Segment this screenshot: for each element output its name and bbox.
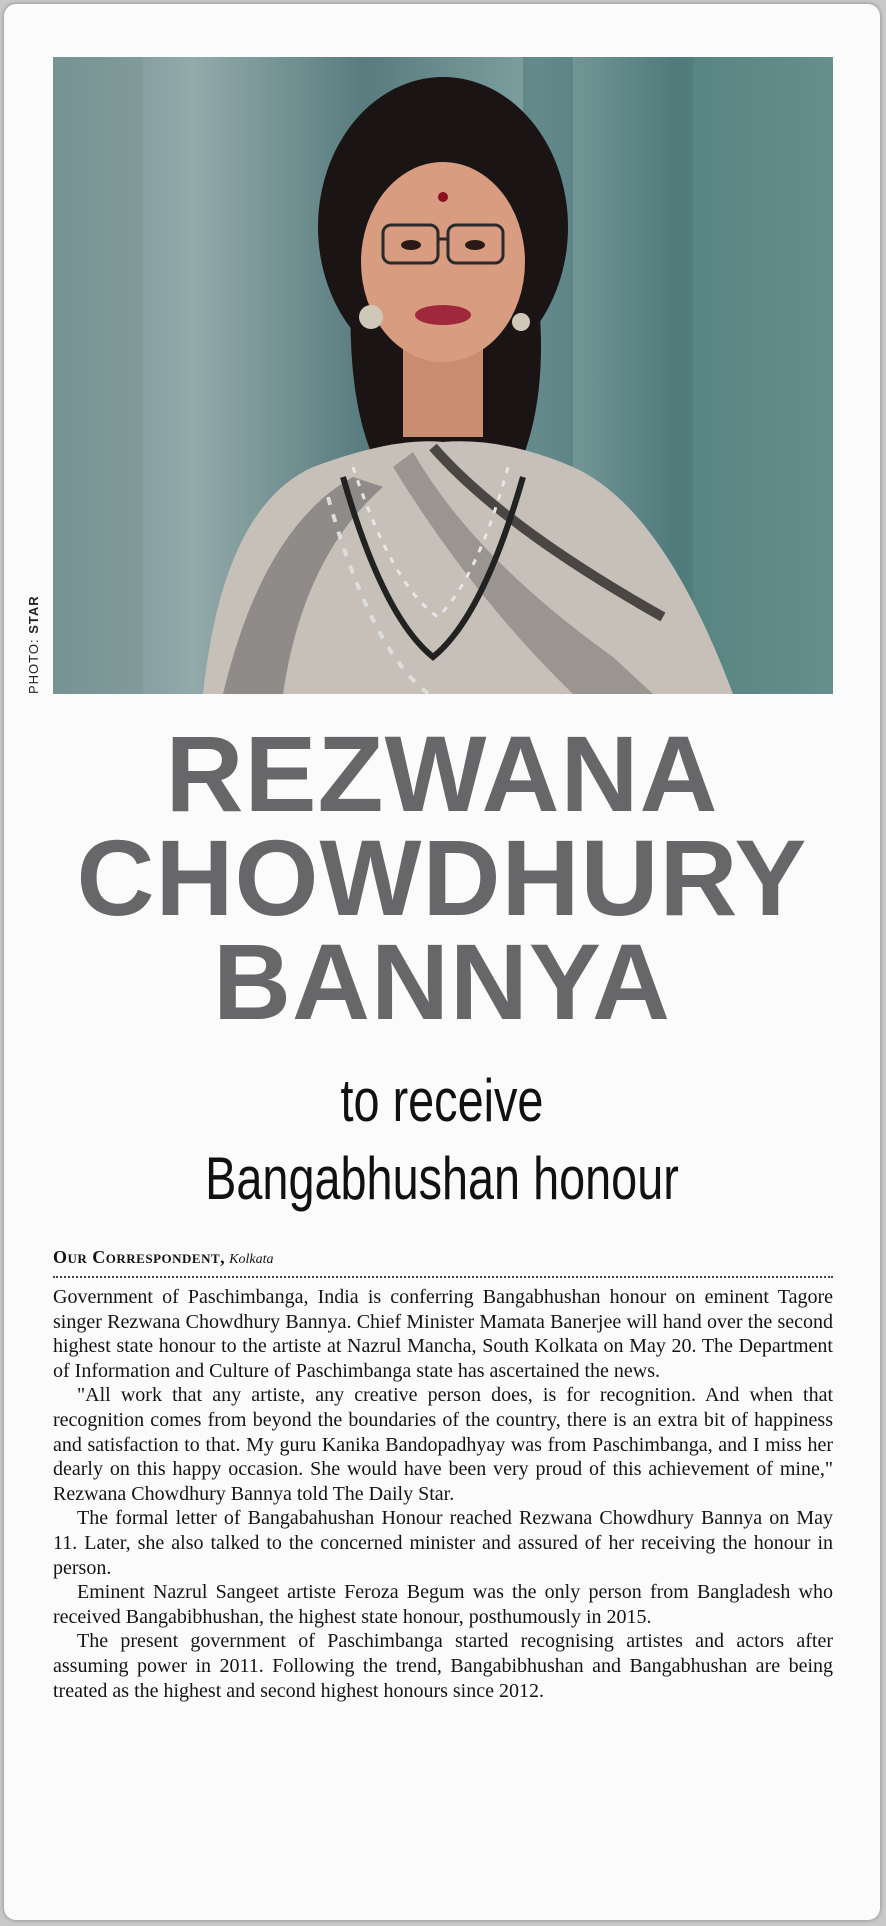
byline-author: Our Correspondent,: [53, 1247, 226, 1267]
dotted-divider: [53, 1276, 833, 1278]
headline-line-2: CHOWDHURY: [76, 817, 808, 938]
article-body: [53, 1285, 833, 1703]
portrait-photo: [53, 57, 833, 694]
photo-credit-label: PHOTO:: [26, 638, 41, 694]
subheadline-line-1: to receive: [340, 1067, 544, 1134]
article-paragraph: The present government of Paschimbanga started recognising artistes and actors after assuming power in 2011. Following the trend, Bangabibhushan and Bangabhushan are being treated as the highest and second highest honours since 2012.: [53, 1630, 833, 1702]
byline-location: Kolkata: [229, 1252, 274, 1267]
headline: [4, 713, 880, 1042]
subheadline: [100, 1062, 783, 1218]
photo-credit: [26, 595, 41, 694]
article-paragraph: Eminent Nazrul Sangeet artiste Feroza Begum was the only person from Bangladesh who received Bangabibhushan, the highest state honour, posthumously in 2015.: [53, 1581, 833, 1628]
subheadline-line-2: Bangabhushan honour: [205, 1145, 679, 1212]
newspaper-clipping: [4, 4, 880, 1920]
article-paragraph: Government of Paschimbanga, India is conferring Bangabhushan honour on eminent Tagore singer Rezwana Chowdhury Bannya. Chief Minister Mamata Banerjee will hand over the second highest state honour to the artiste at Nazrul Mancha, South Kolkata on May 20. The Department of Information and Culture of Paschimbanga state has ascertained the news.: [53, 1286, 833, 1382]
photo-credit-source: STAR: [26, 595, 41, 634]
article-paragraph: The formal letter of Bangabahushan Honour reached Rezwana Chowdhury Bannya on May 11. Later, she also talked to the concerned minister and assured of her receiving the honour in person.: [53, 1507, 833, 1579]
headline-line-3: BANNYA: [212, 921, 672, 1042]
article-paragraph: "All work that any artiste, any creative person does, is for recognition. And when that recognition comes from beyond the boundaries of the country, there is an extra bit of happiness and satisfaction to that. My guru Kanika Bandopadhyay was from Paschimbanga, and I miss her dearly on this happy occasion. She would have been very proud of this achievement of mine," Rezwana Chowdhury Bannya told The Daily Star.: [53, 1384, 833, 1505]
portrait-illustration: [53, 57, 833, 694]
byline: [53, 1247, 273, 1268]
headline-line-1: REZWANA: [165, 713, 719, 834]
